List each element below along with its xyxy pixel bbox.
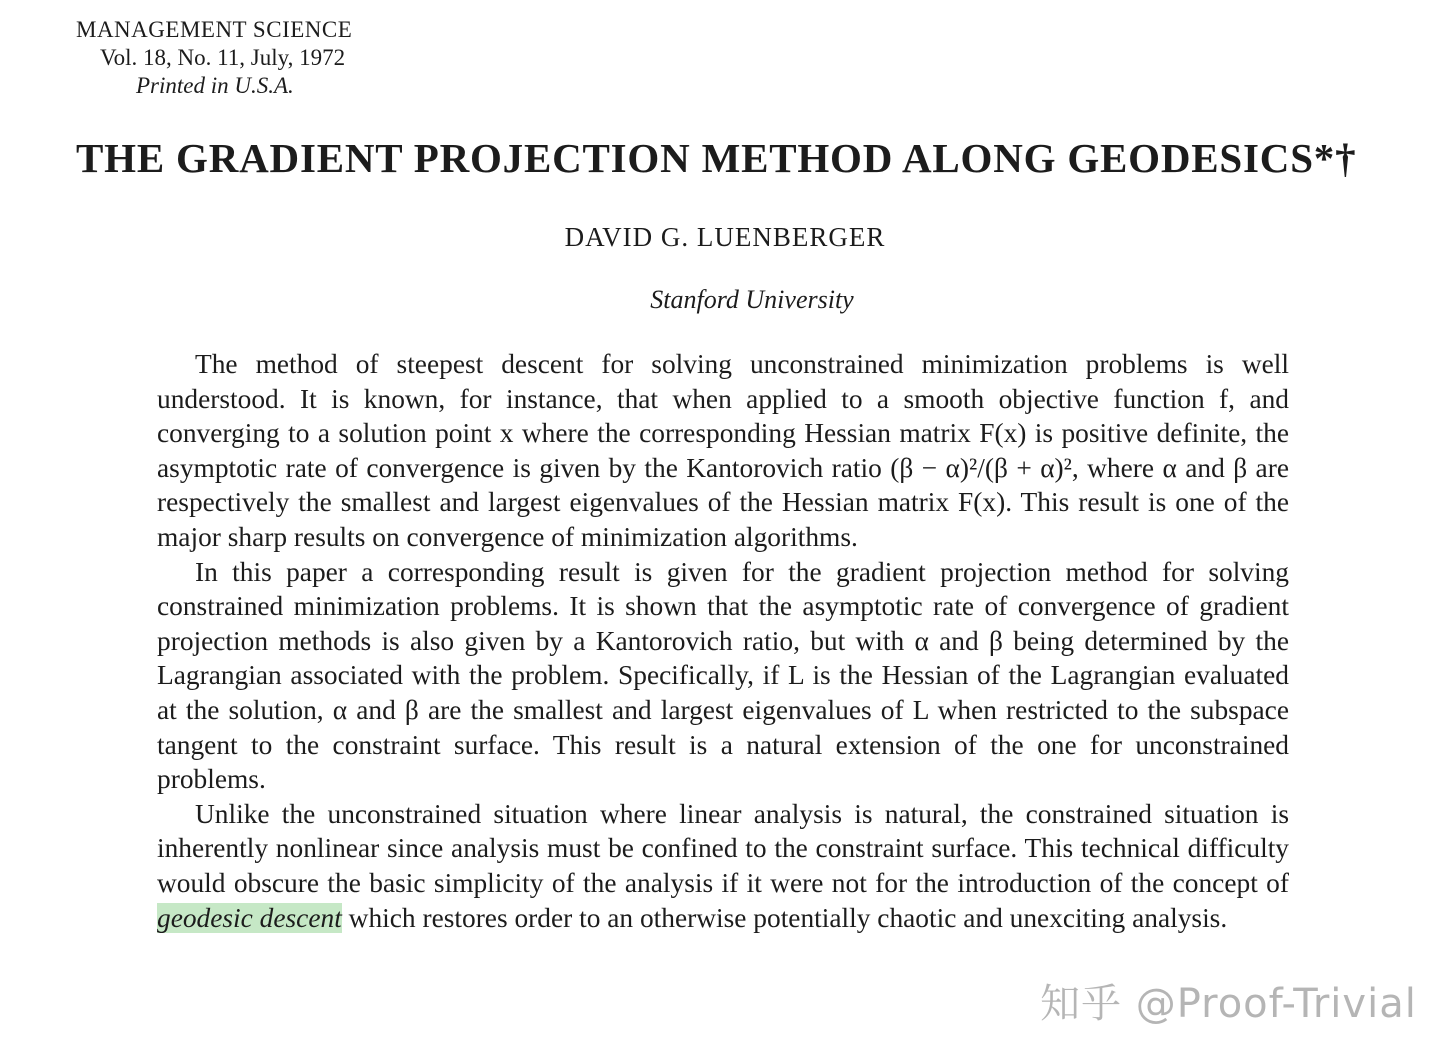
journal-header [76,16,352,100]
journal-volume: Vol. 18, No. 11, July, 1972 [100,45,346,70]
abstract [157,347,1289,935]
paper-title: THE GRADIENT PROJECTION METHOD ALONG GEODESICS*† [76,135,1357,181]
watermark: 知乎 @Proof-Trivial [1040,981,1417,1027]
abstract-paragraph-2: In this paper a corresponding result is given for the gradient projection method for solving constrained minimization problems. It is shown that the asymptotic rate of convergence of gradient projection methods is also given by a Kantorovich ratio, but with α and β being determined by the Lagrangian associated with the problem. Specifically, if L is the Hessian of the Lagrangian evaluated at the solution, α and β are the smallest and largest eigenvalues of L when restricted to the subspace tangent to the constraint surface. This result is a natural extension of the one for unconstrained problems. [157,556,1289,795]
abstract-paragraph-1: The method of steepest descent for solving unconstrained minimization problems is well understood. It is known, for instance, that when applied to a smooth objective function f, and converging to a solution point x where the corresponding Hessian matrix F(x) is positive definite, the asymptotic rate of convergence is given by the Kantorovich ratio (β − α)²/(β + α)², where α and β are respectively the smallest and largest eigenvalues of the Hessian matrix F(x). This result is one of the major sharp results on convergence of minimization algorithms. [157,349,1289,552]
author-affiliation: Stanford University [650,285,854,314]
author-name: DAVID G. LUENBERGER [564,222,886,252]
abstract-paragraph-3 [157,797,1289,935]
highlighted-term: geodesic descent [157,902,342,933]
abstract-p3-after: which restores order to an otherwise potentially chaotic and unexciting analysis. [341,902,1228,933]
journal-name: MANAGEMENT SCIENCE [76,17,353,42]
abstract-p3-before: Unlike the unconstrained situation where linear analysis is natural, the constrained situation is inherently nonlinear since analysis must be confined to the constraint surface. This technical difficulty would obscure the basic simplicity of the analysis if it were not for the introduction of the concept of [157,798,1289,898]
printed-in: Printed in U.S.A. [136,73,294,98]
